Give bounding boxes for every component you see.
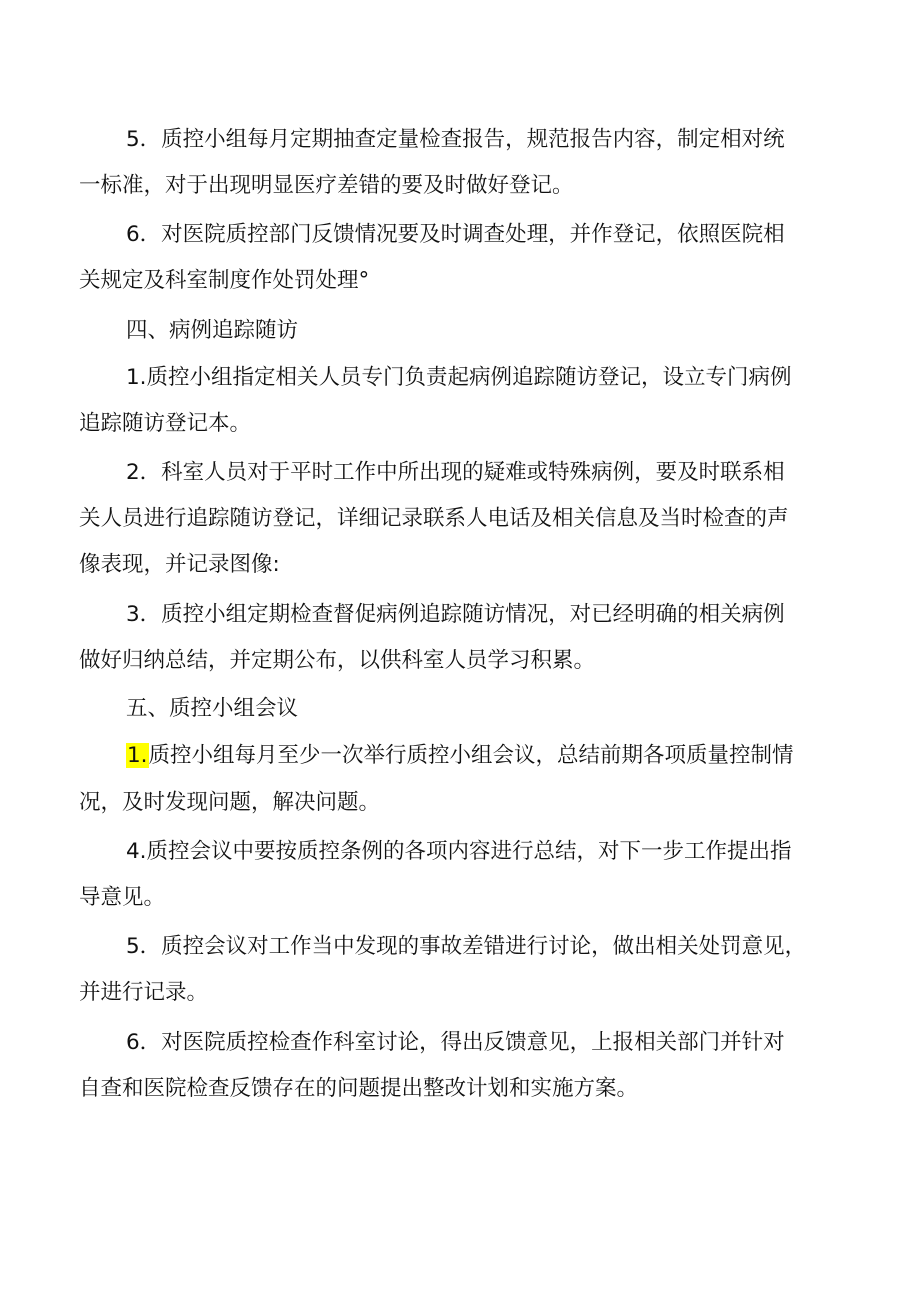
section-4-item-1-line-1: 1.质控小组指定相关人员专门负责起病例追踪随访登记，设立专门病例 bbox=[126, 365, 792, 390]
section-5-item-1-line-1 bbox=[126, 736, 794, 776]
section-4-item-3-line-1: 3．质控小组定期检查督促病例追踪随访情况，对已经明确的相关病例 bbox=[126, 602, 785, 627]
section-4-item-2-line-2: 关人员进行追踪随访登记，详细记录联系人电话及相关信息及当时检查的声 bbox=[79, 506, 789, 531]
section-5-item-4-line-1: 4.质控会议中要按质控条例的各项内容进行总结，对下一步工作提出指 bbox=[126, 839, 792, 864]
paragraph-6-line-1: 6．对医院质控部门反馈情况要及时调查处理，并作登记，依照医院相 bbox=[126, 222, 785, 247]
paragraph-6-line-2: 关规定及科室制度作处罚处理° bbox=[79, 268, 370, 293]
highlighted-number: 1. bbox=[127, 743, 148, 768]
section-5-item-4-line-2: 导意见。 bbox=[79, 885, 166, 910]
paragraph-5-line-2: 一标准，对于出现明显医疗差错的要及时做好登记。 bbox=[79, 173, 574, 198]
section-5-item-6-line-2: 自查和医院检查反馈存在的问题提出整改计划和实施方案。 bbox=[79, 1076, 639, 1101]
section-5-item-6-line-1: 6．对医院质控检查作科室讨论，得出反馈意见，上报相关部门并针对 bbox=[126, 1030, 785, 1055]
section-5-item-1-line-2: 况，及时发现问题，解决问题。 bbox=[79, 790, 381, 815]
section-5-item-1-text: 质控小组每月至少一次举行质控小组会议，总结前期各项质量控制情 bbox=[148, 743, 794, 768]
section-4-item-2-line-3: 像表现，并记录图像: bbox=[79, 552, 280, 577]
section-4-item-2-line-1: 2．科室人员对于平时工作中所出现的疑难或特殊病例，要及时联系相 bbox=[126, 460, 785, 485]
section-5-item-5-line-1: 5．质控会议对工作当中发现的事故差错进行讨论，做出相关处罚意见， bbox=[126, 934, 807, 959]
section-4-item-3-line-2: 做好归纳总结，并定期公布，以供科室人员学习积累。 bbox=[79, 648, 596, 673]
section-4-item-1-line-2: 追踪随访登记本。 bbox=[79, 411, 252, 436]
section-5-item-5-line-2: 并进行记录。 bbox=[79, 980, 209, 1005]
section-heading-5: 五、质控小组会议 bbox=[126, 696, 299, 721]
section-heading-4: 四、病例追踪随访 bbox=[126, 318, 299, 343]
paragraph-5-line-1: 5．质控小组每月定期抽查定量检查报告，规范报告内容，制定相对统 bbox=[126, 127, 785, 152]
